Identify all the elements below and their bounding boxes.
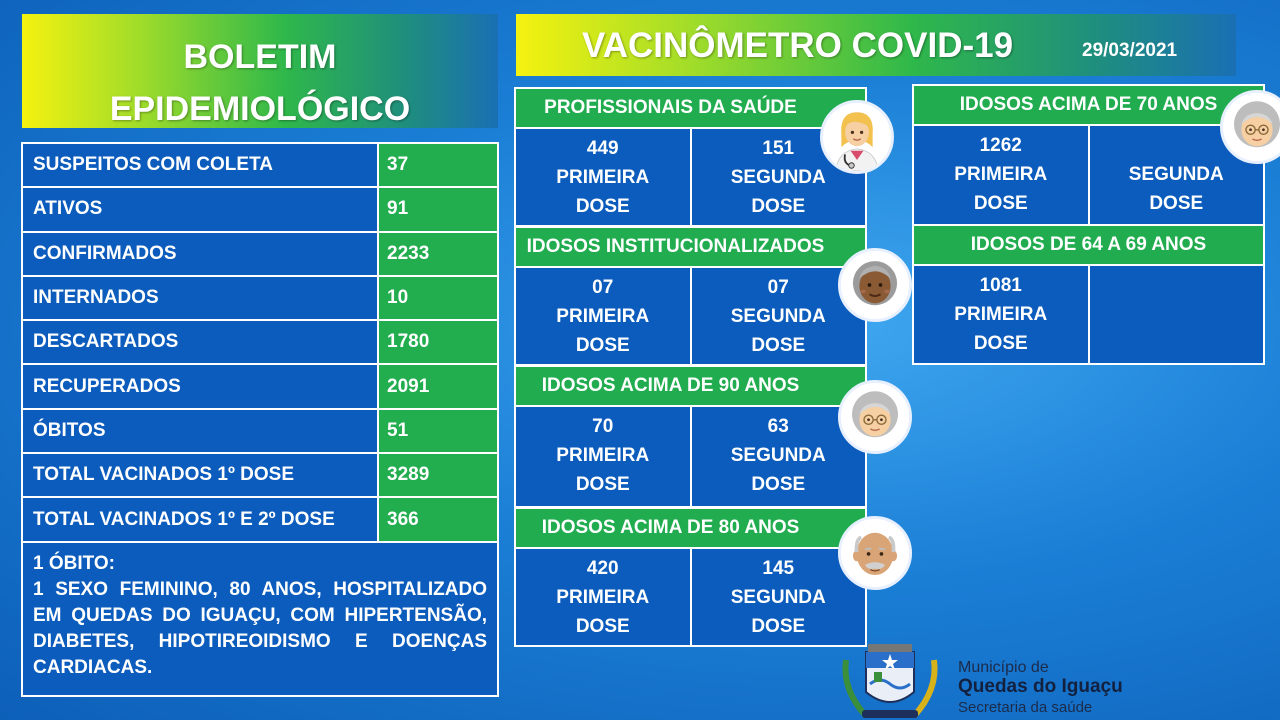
stat-value: 2233 <box>379 233 497 275</box>
boletim-banner <box>22 14 498 128</box>
dose-label: DOSE <box>751 474 806 495</box>
group-title: IDOSOS ACIMA DE 90 ANOS <box>516 367 865 407</box>
second-dose-label: SEGUNDA <box>730 445 826 466</box>
stat-label: INTERNADOS <box>23 277 379 319</box>
second-dose-count: 07 <box>767 277 789 298</box>
stat-value: 3289 <box>379 454 497 496</box>
stat-label: TOTAL VACINADOS 1º E 2º DOSE <box>23 498 379 540</box>
first-dose-label: PRIMEIRA <box>556 306 650 327</box>
table-row <box>23 454 497 498</box>
first-dose-count: 449 <box>586 138 619 159</box>
first-dose-count: 1081 <box>979 275 1022 296</box>
death-note <box>23 543 497 695</box>
first-dose-cell <box>516 549 690 645</box>
epidemiology-table <box>21 142 499 697</box>
stat-value: 37 <box>379 144 497 186</box>
group-title: IDOSOS ACIMA DE 80 ANOS <box>516 509 865 549</box>
dose-label: DOSE <box>751 335 806 356</box>
first-dose-cell <box>516 268 690 364</box>
stat-label: TOTAL VACINADOS 1º DOSE <box>23 454 379 496</box>
first-dose-cell <box>914 266 1088 363</box>
first-dose-label: PRIMEIRA <box>556 445 650 466</box>
dose-label: DOSE <box>575 616 630 637</box>
elderly-person-icon <box>838 248 912 322</box>
first-dose-label: PRIMEIRA <box>556 167 650 188</box>
second-dose-label: SEGUNDA <box>730 167 826 188</box>
table-row <box>23 144 497 188</box>
table-row <box>23 321 497 365</box>
report-date: 29/03/2021 <box>1082 40 1178 61</box>
stat-label: ÓBITOS <box>23 410 379 452</box>
second-dose-count: 151 <box>762 138 795 159</box>
boletim-title-line2: EPIDEMIOLÓGICO <box>109 90 411 128</box>
dose-label: DOSE <box>751 616 806 637</box>
stat-value: 10 <box>379 277 497 319</box>
stat-label: CONFIRMADOS <box>23 233 379 275</box>
group-64-a-69 <box>912 224 1265 365</box>
second-dose-label: SEGUNDA <box>730 306 826 327</box>
first-dose-cell <box>516 129 690 225</box>
table-row <box>23 410 497 454</box>
first-dose-cell <box>914 126 1088 224</box>
dose-label: DOSE <box>575 474 630 495</box>
second-dose-count: 63 <box>767 416 789 437</box>
second-dose-count: 145 <box>762 558 795 579</box>
dose-label: DOSE <box>575 196 630 217</box>
grandfather-icon <box>838 516 912 590</box>
first-dose-count: 70 <box>592 416 614 437</box>
municipal-crest-icon <box>836 640 944 720</box>
group-title: IDOSOS ACIMA DE 70 ANOS <box>914 86 1263 126</box>
first-dose-count: 1262 <box>979 135 1022 156</box>
group-title: PROFISSIONAIS DA SAÚDE <box>516 89 865 129</box>
table-row <box>23 277 497 321</box>
stat-label: RECUPERADOS <box>23 365 379 407</box>
dose-label: DOSE <box>973 333 1028 354</box>
group-profissionais <box>514 87 867 227</box>
vacinometro-title: VACINÔMETRO COVID-19 <box>582 26 1014 65</box>
group-acima-80 <box>514 507 867 647</box>
grandmother-icon <box>838 380 912 454</box>
logo-line3: Secretaria da saúde <box>958 699 1093 716</box>
group-title: IDOSOS DE 64 A 69 ANOS <box>914 226 1263 266</box>
stat-value: 51 <box>379 410 497 452</box>
table-row <box>23 365 497 409</box>
logo-line2: Quedas do Iguaçu <box>958 676 1123 697</box>
stat-label: SUSPEITOS COM COLETA <box>23 144 379 186</box>
dose-label: DOSE <box>973 193 1028 214</box>
first-dose-count: 07 <box>592 277 614 298</box>
death-note-heading: 1 ÓBITO: <box>33 552 115 574</box>
group-acima-70 <box>912 84 1265 226</box>
table-row <box>23 498 497 542</box>
second-dose-label: SEGUNDA <box>730 587 826 608</box>
stat-label: ATIVOS <box>23 188 379 230</box>
dose-label: DOSE <box>1149 193 1204 214</box>
first-dose-cell <box>516 407 690 506</box>
table-row <box>23 233 497 277</box>
logo-line1: Município de <box>958 659 1049 676</box>
first-dose-count: 420 <box>586 558 619 579</box>
stat-value: 2091 <box>379 365 497 407</box>
empty-cell <box>1088 266 1264 363</box>
stat-value: 1780 <box>379 321 497 363</box>
first-dose-label: PRIMEIRA <box>556 587 650 608</box>
second-dose-label: SEGUNDA <box>1128 164 1224 185</box>
dose-label: DOSE <box>575 335 630 356</box>
first-dose-label: PRIMEIRA <box>954 164 1048 185</box>
group-acima-90 <box>514 365 867 508</box>
first-dose-label: PRIMEIRA <box>954 304 1048 325</box>
death-note-text: 1 SEXO FEMININO, 80 ANOS, HOSPITALIZADO EM QUEDAS DO IGUAÇU, COM HIPERTENSÃO, DIABETES, HIPOTIREOIDISMO E DOENÇAS CARDIACAS. <box>33 578 487 678</box>
group-title: IDOSOS INSTITUCIONALIZADOS <box>516 228 865 268</box>
health-worker-icon <box>820 100 894 174</box>
table-row <box>23 188 497 232</box>
vacinometro-banner <box>516 14 1236 76</box>
group-institucionalizados <box>514 226 867 366</box>
stat-value: 366 <box>379 498 497 540</box>
stat-value: 91 <box>379 188 497 230</box>
municipal-logo <box>836 640 1196 720</box>
boletim-title-line1: BOLETIM <box>183 38 337 76</box>
dose-label: DOSE <box>751 196 806 217</box>
stat-label: DESCARTADOS <box>23 321 379 363</box>
